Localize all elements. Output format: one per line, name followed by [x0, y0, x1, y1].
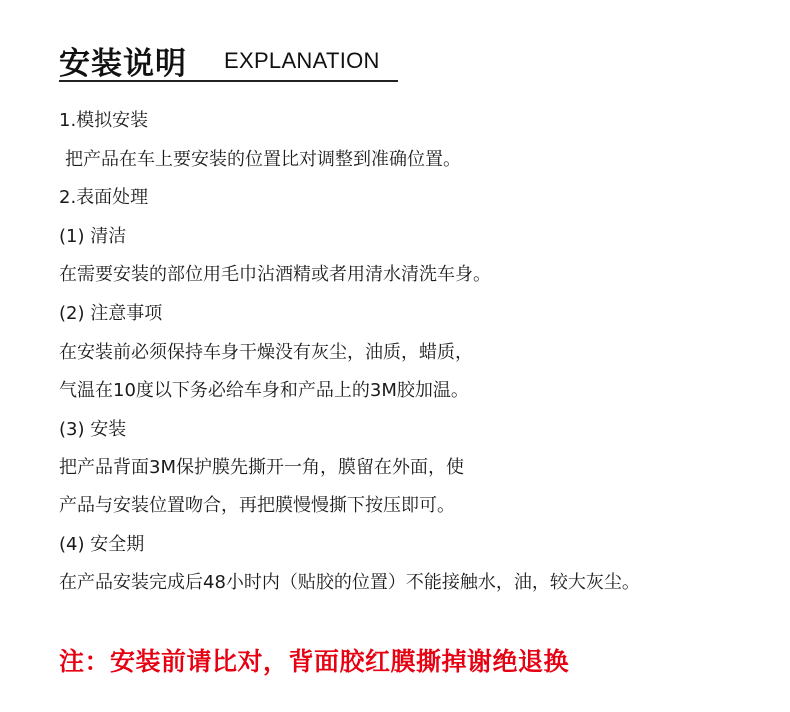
substep-2-text-line-1: 在安装前必须保持车身干燥没有灰尘，油质，蜡质，: [59, 342, 473, 363]
warning-note: 注：安装前请比对，背面胶红膜撕掉谢绝退换: [59, 647, 570, 676]
header: [59, 36, 398, 82]
substep-2-text-line-2: 气温在10度以下务必给车身和产品上的3M胶加温。: [59, 380, 469, 401]
substep-3-heading: (3) 安装: [59, 419, 127, 440]
substep-2-heading: (2) 注意事项: [59, 303, 163, 324]
substep-1-text: 在需要安装的部位用毛巾沾酒精或者用清水清洗车身。: [59, 264, 491, 285]
step-1-text: 把产品在车上要安装的位置比对调整到准确位置。: [65, 149, 461, 170]
substep-3-text-line-2: 产品与安装位置吻合，再把膜慢慢撕下按压即可。: [59, 495, 455, 516]
page-title-en: EXPLANATION: [224, 48, 380, 73]
step-1-heading: 1.模拟安装: [59, 110, 149, 131]
substep-4-text: 在产品安装完成后48小时内（贴胶的位置）不能接触水，油，较大灰尘。: [59, 572, 640, 593]
substep-4-heading: (4) 安全期: [59, 534, 145, 555]
page-title: 安装说明: [59, 46, 187, 82]
substep-3-text-line-1: 把产品背面3M保护膜先撕开一角，膜留在外面，使: [59, 457, 464, 478]
substep-1-heading: (1) 清洁: [59, 226, 127, 247]
step-2-heading: 2.表面处理: [59, 187, 149, 208]
